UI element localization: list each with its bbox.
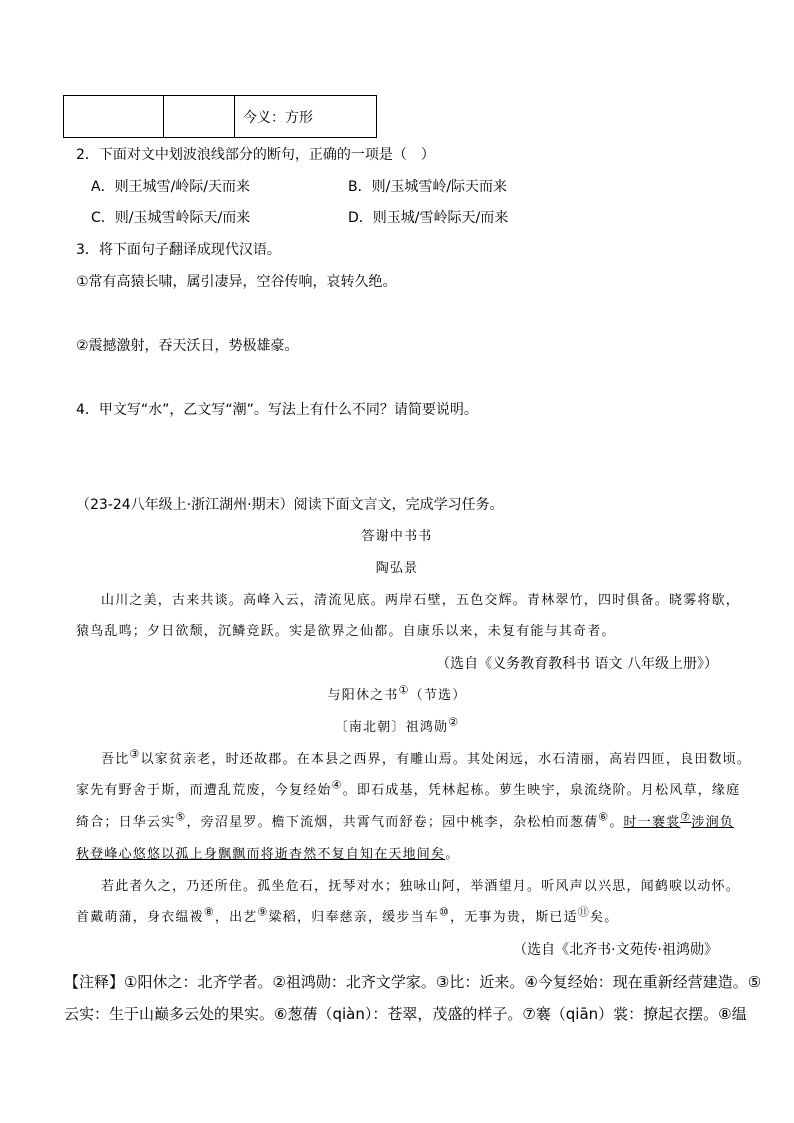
question-3-sentence-2: ②震撼激射，吞天沃日，势极雄豪。 xyxy=(76,338,299,354)
notes-line-1: 【注释】①阳休之：北齐学者。②祖鸿勋：北齐文学家。③比：近来。④今复经始：现在重新经营建造。⑤ xyxy=(64,973,762,991)
wavy-underlined-text: 秋登峰心悠悠以孤上身飘飘而将逝杳然不复自知在天地间矣 xyxy=(76,847,446,862)
text1-source: （选自《义务教育教科书 语文 八年级上册》） xyxy=(436,656,718,672)
text2-line-1 xyxy=(101,747,752,770)
text-segment: ，无事为贵，斯已适 xyxy=(450,910,578,925)
text2-title-text: 与阳休之书 xyxy=(327,688,399,703)
text-segment: 以家贫亲老，时还故郡。在本县之西界，有雕山焉。其处闲远，水石清丽，高岩四匝，良田数顷。 xyxy=(140,752,752,767)
text1-title: 答谢中书书 xyxy=(361,529,433,544)
footnote-marker: ⑪ xyxy=(577,905,591,919)
text1-line-2: 猿鸟乱鸣；夕日欲颓，沉鳞竞跃。实是欲界之仙都。自康乐以来，未复有能与其奇者。 xyxy=(76,624,616,639)
table-cell xyxy=(164,96,235,138)
text2-source: （选自《北齐书·文苑传·祖鸿勋》 xyxy=(513,942,718,958)
question-2-option-c: C．则/玉城雪岭际天/而来 xyxy=(91,210,251,226)
text-segment: 粱稻，归奉慈亲，缓步当车 xyxy=(268,910,439,925)
footnote-marker: ③ xyxy=(129,747,141,761)
text1-line-1: 山川之美，古来共谈。高峰入云，清流见底。两岸石壁，五色交辉。青林翠竹，四时俱备。晓雾将歇， xyxy=(101,593,741,608)
text2-line-4 xyxy=(76,845,459,865)
wavy-underlined-text: 时一褰裳 xyxy=(623,815,681,830)
text2-title-suffix: （节选） xyxy=(409,688,467,703)
text2-author-text: 〔南北朝〕祖鸿勋 xyxy=(334,720,449,735)
question-2-option-b: B．则/玉城雪岭/际天而来 xyxy=(348,179,508,195)
text-segment: 矣。 xyxy=(590,910,619,925)
text2-author xyxy=(0,715,794,738)
footnote-marker: ⑤ xyxy=(175,810,187,824)
table-cell xyxy=(64,96,164,138)
text-segment: 。即石成基，凭林起栋。萝生映宇，泉流绕阶。月松风草，缘庭 xyxy=(342,783,741,798)
footnote-marker: ⑥ xyxy=(598,810,610,824)
footnote-marker: ② xyxy=(448,715,460,729)
wavy-underlined-text: 涉涧负 xyxy=(691,815,735,830)
text2-line-5: 若此者久之，乃还所住。孤坐危石，抚琴对水；独咏山阿，举酒望月。听风声以兴思，闻鹤唳以动怀。 xyxy=(101,879,741,894)
footnote-marker: ① xyxy=(398,683,410,697)
text-segment: 首戴萌蒲，身衣缊袯 xyxy=(76,910,204,925)
text-segment: 。 xyxy=(445,847,460,862)
question-3-stem: 3．将下面句子翻译成现代汉语。 xyxy=(76,242,281,258)
table-cell-modern-meaning: 今义：方形 xyxy=(235,96,377,138)
text-segment: ，旁沼星罗。檐下流烟，共霄气而舒卷；园中桃李，杂松柏而葱蒨 xyxy=(186,815,599,830)
definition-table xyxy=(63,95,377,138)
question-2-stem: 2．下面对文中划波浪线部分的断句，正确的一项是（ ） xyxy=(76,147,435,163)
question-3-sentence-1: ①常有高猿长啸，属引凄异，空谷传响，哀转久绝。 xyxy=(76,274,397,290)
footnote-marker: ⑦ xyxy=(680,810,692,824)
text-segment: 。 xyxy=(609,815,624,830)
footnote-marker: ④ xyxy=(331,778,343,792)
question-4-stem: 4．甲文写“水”，乙文写“潮”。写法上有什么不同？请简要说明。 xyxy=(76,402,478,418)
text2-line-2 xyxy=(76,778,741,801)
text1-author: 陶弘景 xyxy=(375,561,419,576)
footnote-marker: ⑧ xyxy=(203,905,215,919)
section-intro: （23-24八年级上·浙江湖州·期末）阅读下面文言文，完成学习任务。 xyxy=(76,497,504,513)
text2-title xyxy=(0,683,794,706)
text-segment: ，出艺 xyxy=(214,910,258,925)
text-segment: 绮合；日华云实 xyxy=(76,815,176,830)
text2-line-3 xyxy=(76,810,735,833)
question-2-option-a: A．则王城雪/岭际/天而来 xyxy=(91,179,251,195)
footnote-marker: ⑩ xyxy=(438,905,451,919)
text-segment: 家先有野舍于斯，而遭乱荒废，今复经始 xyxy=(76,783,332,798)
text2-line-6 xyxy=(76,905,619,928)
table-row xyxy=(64,96,377,138)
text-segment: 吾比 xyxy=(101,752,130,767)
question-2-option-d: D．则玉城/雪岭际天/而来 xyxy=(348,210,509,226)
notes-line-2: 云实：生于山巅多云处的果实。⑥葱蒨（qiàn）：苍翠，茂盛的样子。⑦褰（qiān）裳：撩起衣摆。⑧缊 xyxy=(64,1005,747,1023)
footnote-marker: ⑨ xyxy=(257,905,269,919)
